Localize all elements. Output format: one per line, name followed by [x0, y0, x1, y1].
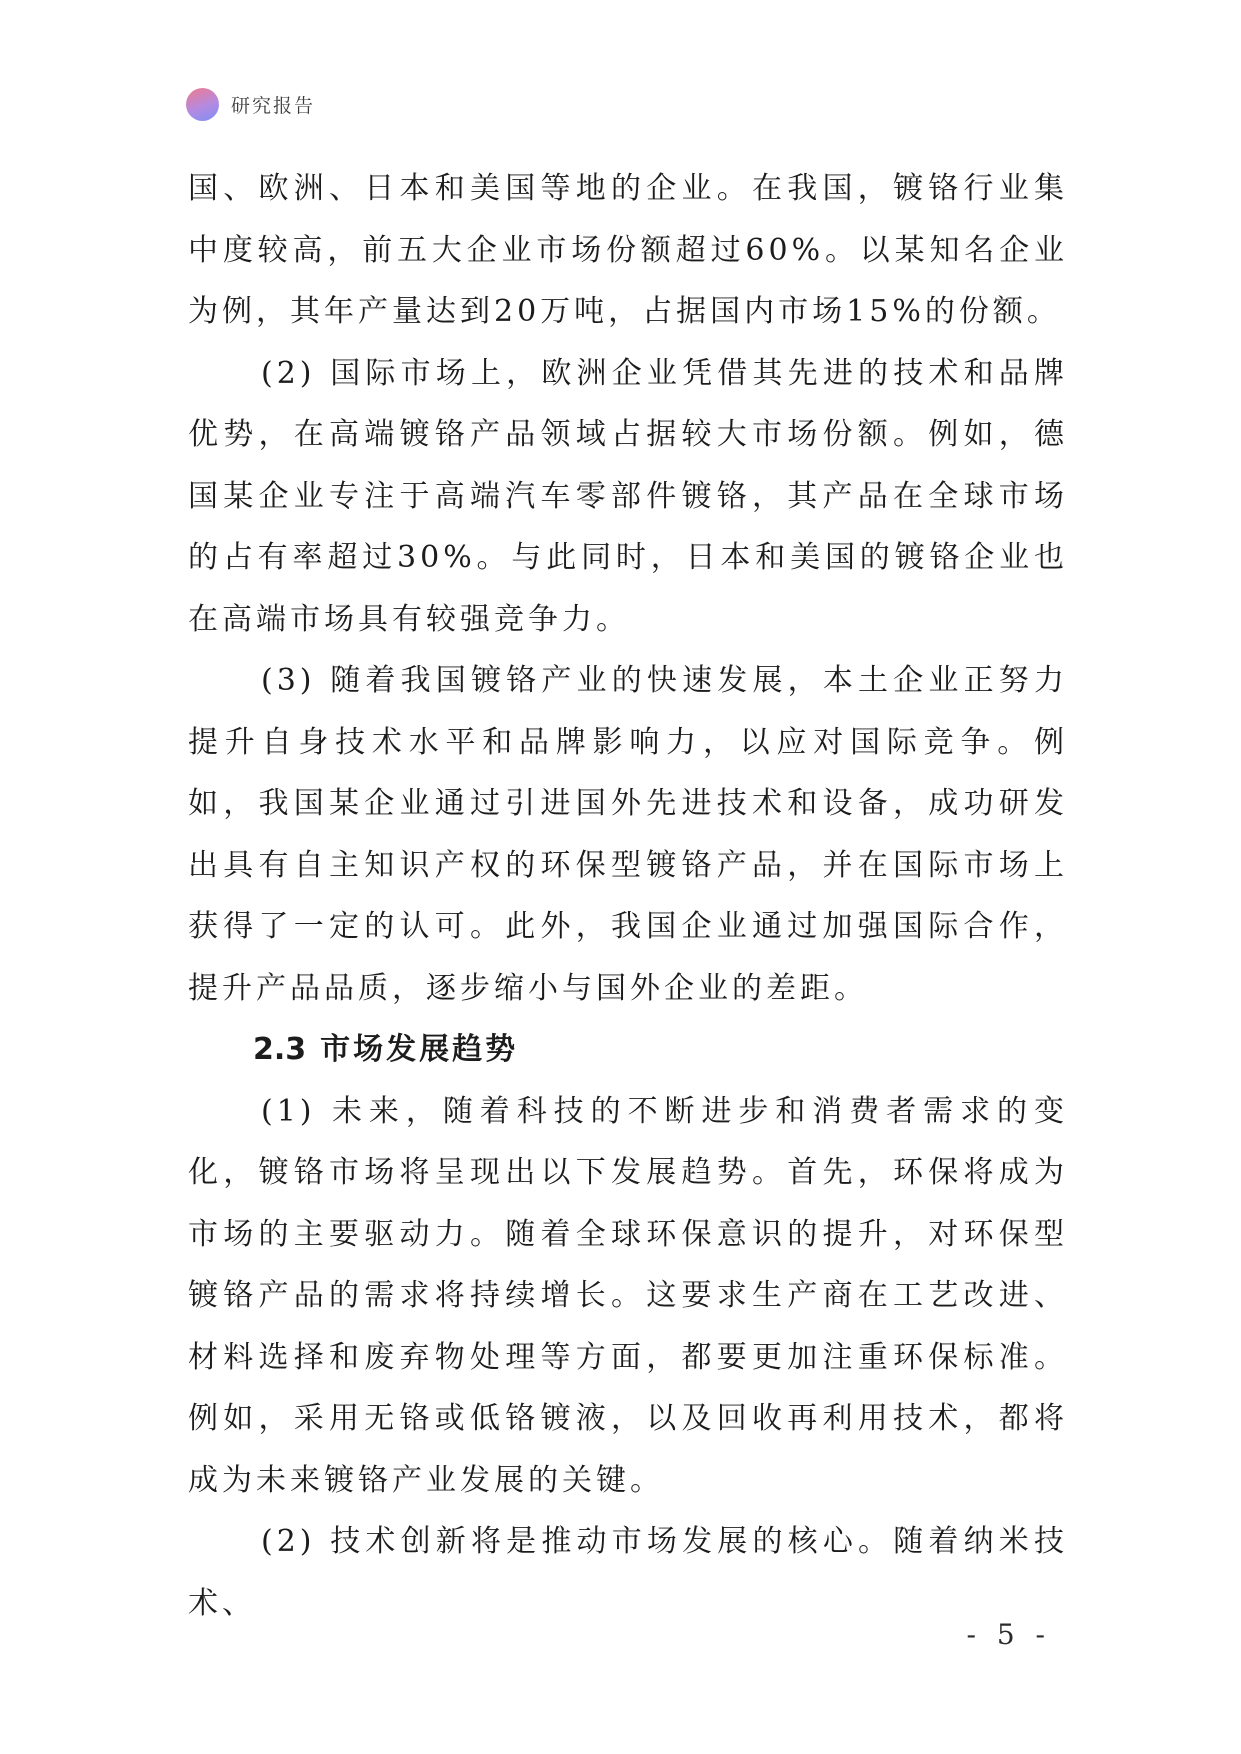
- paragraph-technology-innovation: (2) 技术创新将是推动市场发展的核心。随着纳米技术、: [188, 1524, 1068, 1621]
- report-header: [186, 88, 315, 121]
- section-heading: [188, 1019, 1068, 1081]
- header-title: 研究报告: [231, 95, 316, 117]
- paragraph-domestic-development: (3) 随着我国镀铬产业的快速发展，本土企业正努力提升自身技术水平和品牌影响力，以应对国际竞争。例如，我国某企业通过引进国外先进技术和设备，成功研发出具有自主知识产权的环保型镀铬产品，并在国际市场上获得了一定的认可。此外，我国企业通过加强国际合作，提升产品品质，逐步缩小与国外企业的差距。: [188, 663, 1068, 1006]
- paragraph-future-trends: (1) 未来，随着科技的不断进步和消费者需求的变化，镀铬市场将呈现出以下发展趋势。首先，环保将成为市场的主要驱动力。随着全球环保意识的提升，对环保型镀铬产品的需求将持续增长。这要求生产商在工艺改进、材料选择和废弃物处理等方面，都要更加注重环保标准。例如，采用无铬或低铬镀液，以及回收再利用技术，都将成为未来镀铬产业发展的关键。: [188, 1093, 1068, 1498]
- report-logo-icon: [186, 88, 219, 121]
- paragraph-continued: 国、欧洲、日本和美国等地的企业。在我国，镀铬行业集中度较高，前五大企业市场份额超过60%。以某知名企业为例，其年产量达到20万吨，占据国内市场15%的份额。: [188, 171, 1068, 329]
- page-number: - 5 -: [966, 1618, 1051, 1651]
- document-body: [188, 158, 1068, 1634]
- section-title: 市场发展趋势: [320, 1032, 519, 1067]
- paragraph-international-market: (2) 国际市场上，欧洲企业凭借其先进的技术和品牌优势，在高端镀铬产品领域占据较大市场份额。例如，德国某企业专注于高端汽车零部件镀铬，其产品在全球市场的占有率超过30%。与此同时，日本和美国的镀铬企业也在高端市场具有较强竞争力。: [188, 355, 1068, 637]
- section-number: 2.3: [253, 1032, 307, 1067]
